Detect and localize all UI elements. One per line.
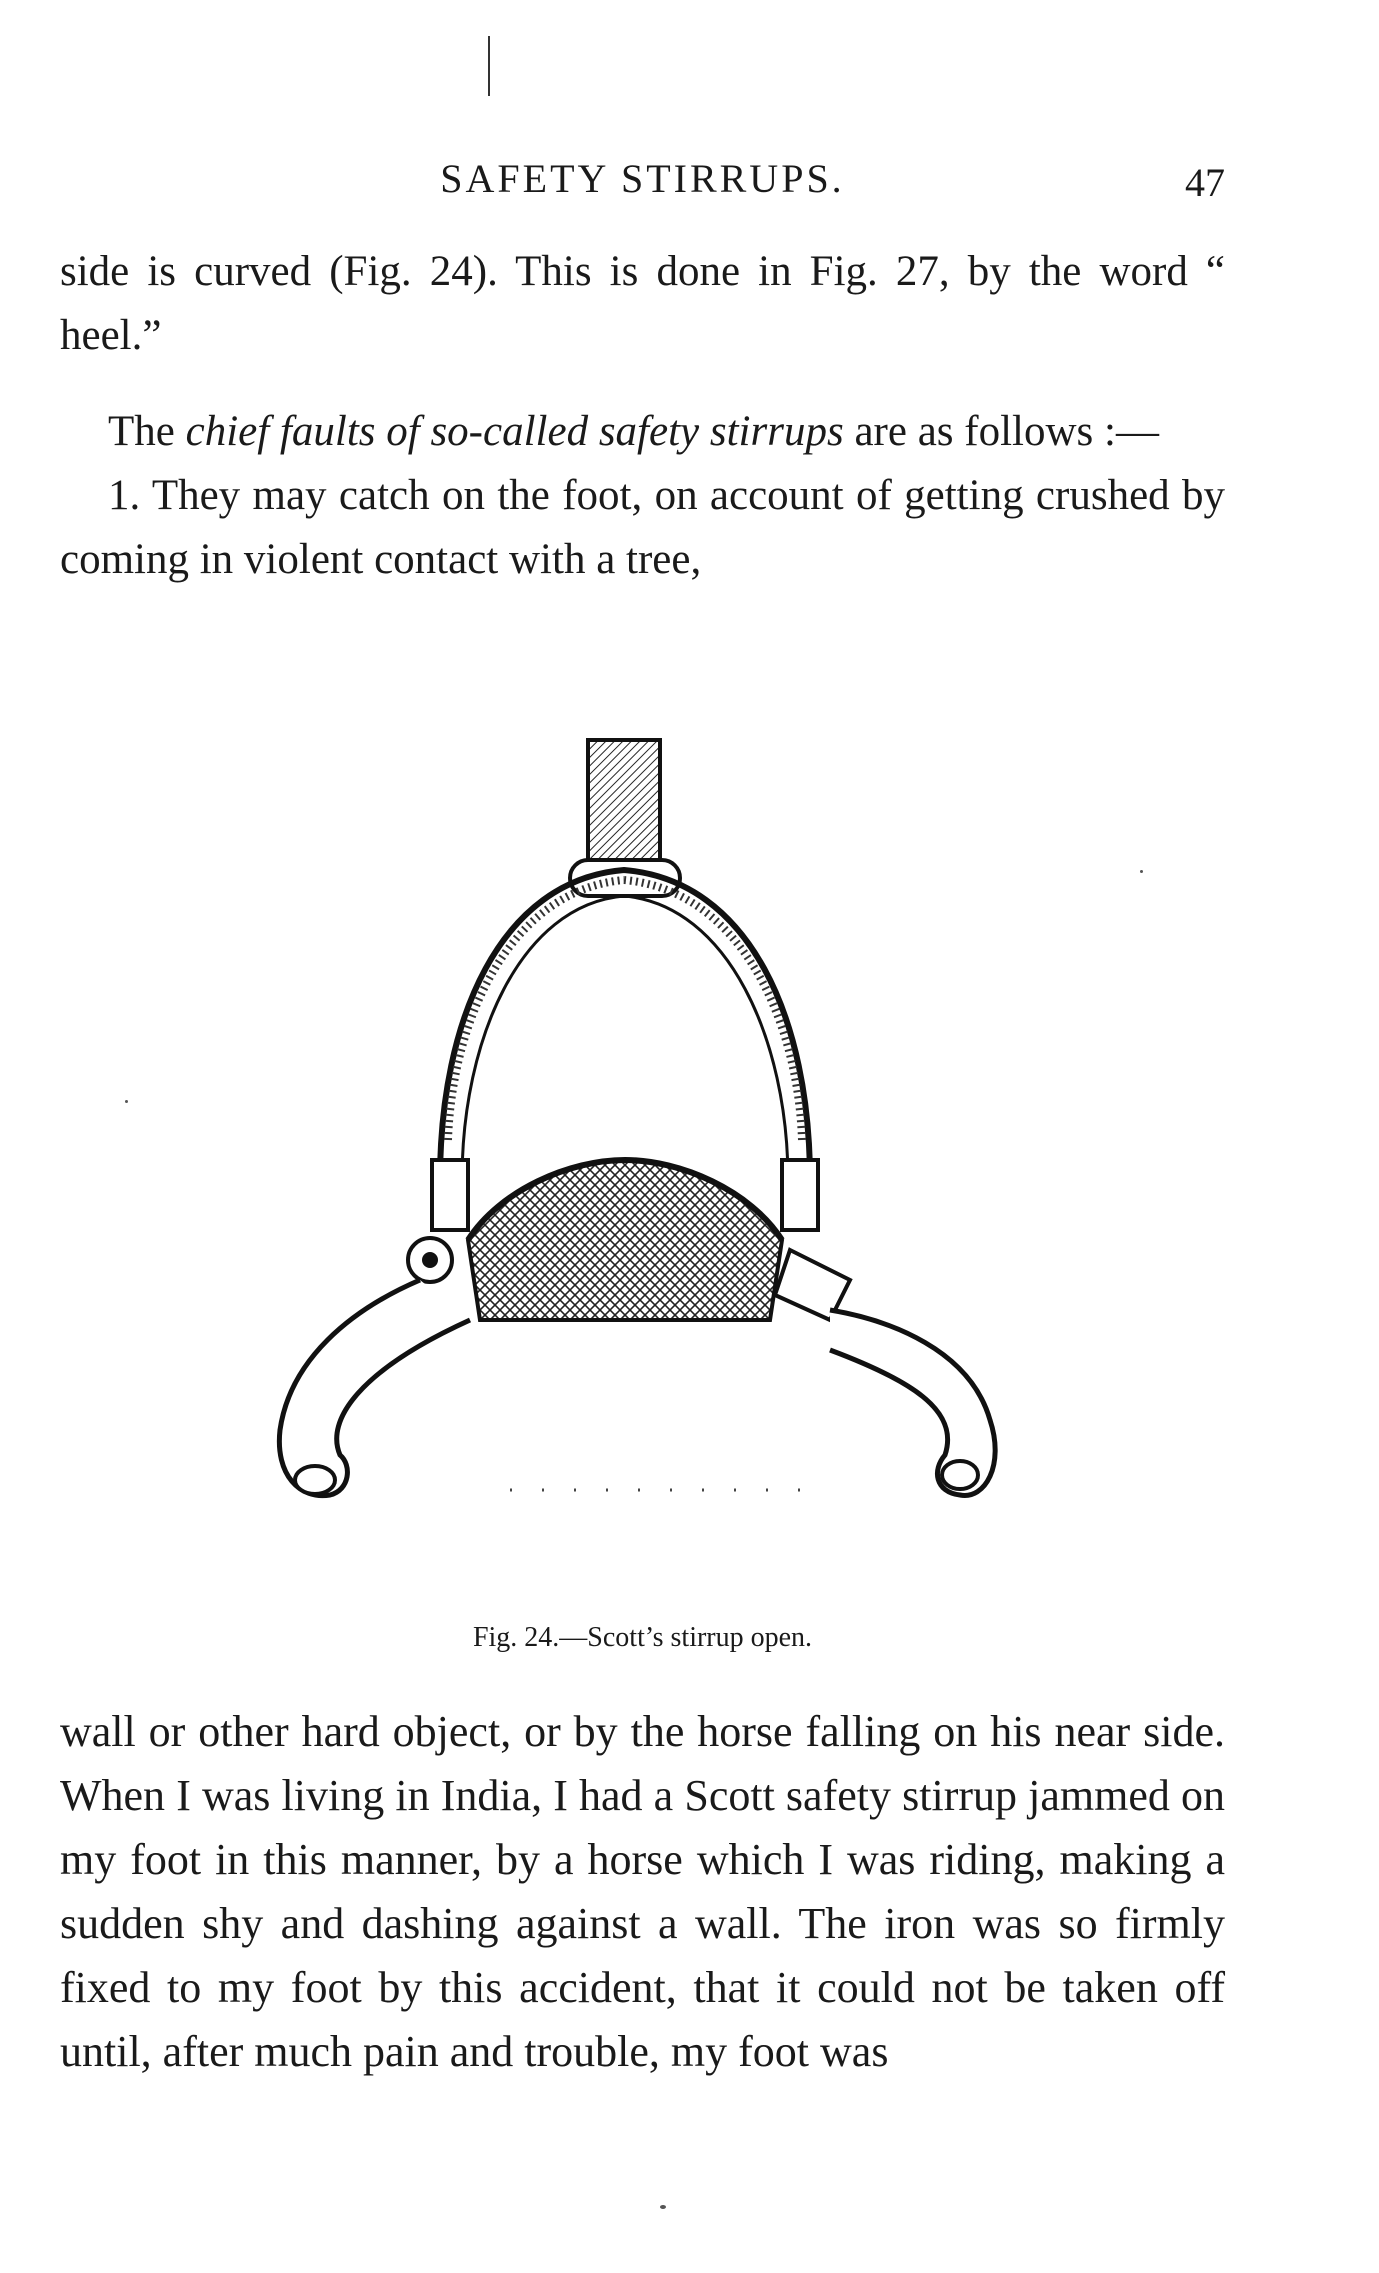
tread	[468, 1160, 782, 1320]
intro-emphasis: chief faults of so-called safety stirrups	[185, 408, 844, 455]
scan-speck	[1140, 870, 1143, 873]
left-hinge	[432, 1160, 468, 1230]
right-hinge	[782, 1160, 818, 1230]
arch-inner	[462, 896, 788, 1180]
stirrup-illustration	[270, 720, 1030, 1620]
arch-outer	[440, 870, 810, 1180]
fault-item-1: 1. They may catch on the foot, on account of getting crushed by coming in violent contact with a tree,	[60, 472, 1225, 583]
strap	[588, 740, 660, 865]
page-number: 47	[1185, 160, 1225, 205]
figure-caption: Fig. 24.—Scott’s stirrup open.	[472, 1622, 813, 1653]
scan-speck	[125, 1100, 128, 1103]
scan-mark	[488, 36, 490, 96]
intro-tail: are as follows :—	[843, 408, 1159, 455]
paragraph-india-anecdote: wall or other hard object, or by the horse falling on his near side. When I was living in India, I had a Scott safety stirrup jammed on my foot in this manner, by a horse which I was riding, making a sudden shy and dashing against a wall. The iron was so firmly fixed to my foot by this accident, that it could not be taken off until, after much pain and trouble, my foot was	[60, 1707, 1225, 2076]
chief-faults-intro	[60, 400, 1225, 464]
intro-lead: The	[108, 408, 186, 455]
paragraph-continuation: side is curved (Fig. 24). This is done in Fig. 27, by the word “ heel.”	[60, 248, 1225, 359]
scan-speck	[660, 2205, 666, 2209]
left-arm	[279, 1280, 470, 1496]
paragraph-chief-faults	[60, 400, 1225, 592]
page-header	[60, 155, 1225, 215]
running-title: SAFETY STIRRUPS.	[440, 156, 845, 201]
